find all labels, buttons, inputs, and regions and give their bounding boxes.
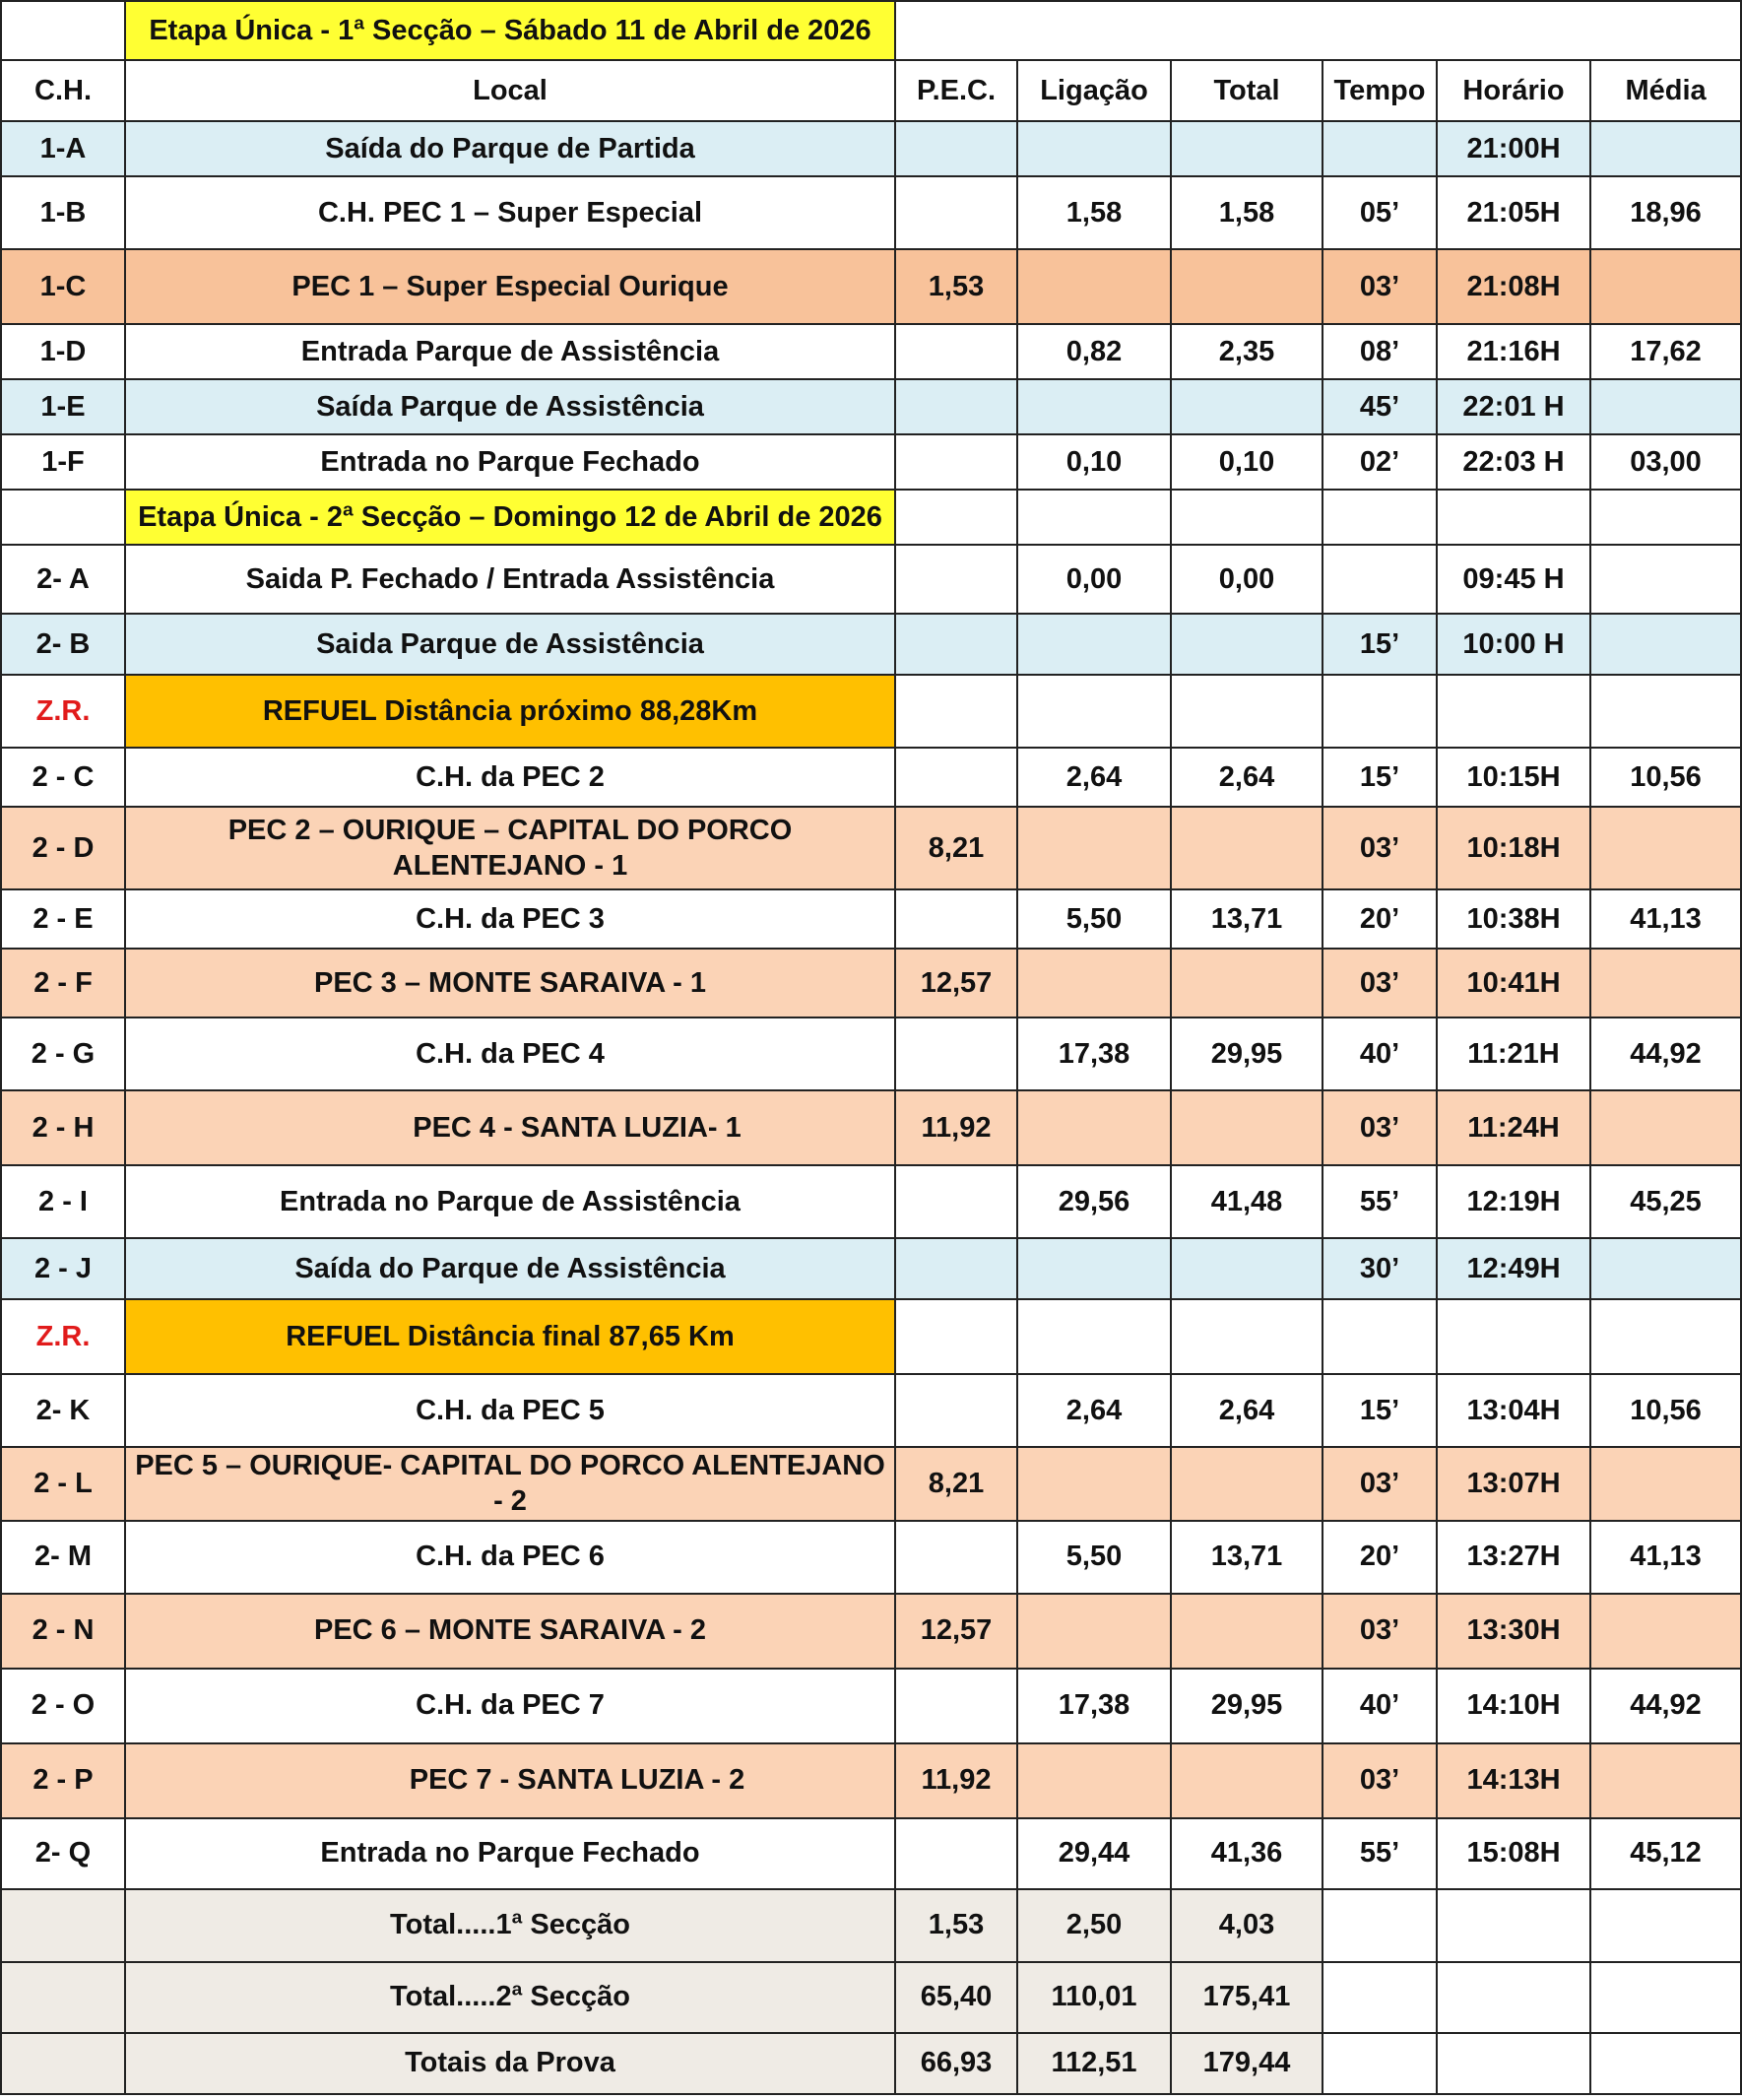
cell-horario: 10:18H (1437, 807, 1590, 889)
cell-tempo: 08’ (1323, 324, 1437, 379)
cell-pec: 1,53 (895, 249, 1017, 324)
cell-horario: 21:16H (1437, 324, 1590, 379)
cell-horario: 11:21H (1437, 1017, 1590, 1090)
cell-local: C.H. PEC 1 – Super Especial (125, 176, 895, 249)
header-media: Média (1590, 60, 1741, 121)
table-row (1, 1669, 1741, 1743)
cell-media: 44,92 (1590, 1669, 1741, 1743)
cell-horario: 21:08H (1437, 249, 1590, 324)
cell-pec (895, 121, 1017, 176)
header-pec: P.E.C. (895, 60, 1017, 121)
table-row (1, 249, 1741, 324)
table-row (1, 1743, 1741, 1818)
cell-total (1171, 1594, 1323, 1669)
cell-total (1171, 1238, 1323, 1299)
header-horario: Horário (1437, 60, 1590, 121)
totals-ligacao: 2,50 (1017, 1889, 1171, 1962)
cell-tempo: 03’ (1323, 249, 1437, 324)
header-local: Local (125, 60, 895, 121)
cell-total: 2,64 (1171, 748, 1323, 807)
cell-pec: 8,21 (895, 807, 1017, 889)
cell-media (1590, 249, 1741, 324)
cell-total: 2,35 (1171, 324, 1323, 379)
cell-local: Saída do Parque de Partida (125, 121, 895, 176)
totals-pec: 1,53 (895, 1889, 1017, 1962)
cell-total (1171, 121, 1323, 176)
cell-horario: 13:30H (1437, 1594, 1590, 1669)
cell-ligacao (1017, 807, 1171, 889)
cell-local: Saída Parque de Assistência (125, 379, 895, 434)
totals-row (1, 2033, 1741, 2094)
cell-total (1171, 379, 1323, 434)
cell-local: Saida Parque de Assistência (125, 614, 895, 675)
table-row (1, 807, 1741, 889)
table-row (1, 434, 1741, 490)
cell-ligacao (1017, 1594, 1171, 1669)
cell-ch: 2 - I (1, 1165, 125, 1238)
cell-media (1590, 1743, 1741, 1818)
cell-media: 17,62 (1590, 324, 1741, 379)
cell-total (1171, 249, 1323, 324)
table-row (1, 748, 1741, 807)
cell-tempo: 02’ (1323, 434, 1437, 490)
cell-total: 41,36 (1171, 1818, 1323, 1889)
refuel-row (1, 675, 1741, 748)
cell-blank (1437, 1889, 1590, 1962)
totals-label: Total.....1ª Secção (125, 1889, 895, 1962)
cell-ligacao: 0,10 (1017, 434, 1171, 490)
cell-ligacao: 5,50 (1017, 889, 1171, 949)
cell-local: Saida P. Fechado / Entrada Assistência (125, 545, 895, 614)
cell-ch: 2- A (1, 545, 125, 614)
cell-total (1171, 614, 1323, 675)
cell-ligacao: 0,00 (1017, 545, 1171, 614)
cell-pec (895, 434, 1017, 490)
cell-horario: 21:00H (1437, 121, 1590, 176)
cell-local: C.H. da PEC 4 (125, 1017, 895, 1090)
table-row (1, 324, 1741, 379)
table-row (1, 176, 1741, 249)
cell-total: 29,95 (1171, 1017, 1323, 1090)
cell-total (1171, 1447, 1323, 1521)
cell-media: 41,13 (1590, 889, 1741, 949)
cell-ch: 2 - P (1, 1743, 125, 1818)
cell-tempo: 05’ (1323, 176, 1437, 249)
cell-local: Entrada Parque de Assistência (125, 324, 895, 379)
cell-ligacao: 1,58 (1017, 176, 1171, 249)
cell-tempo: 15’ (1323, 748, 1437, 807)
cell-ligacao (1017, 1238, 1171, 1299)
cell-ch: 2- B (1, 614, 125, 675)
cell-tempo: 55’ (1323, 1165, 1437, 1238)
refuel-row (1, 1299, 1741, 1374)
cell-ligacao (1017, 249, 1171, 324)
cell-ligacao: 2,64 (1017, 748, 1171, 807)
cell-pec (895, 1669, 1017, 1743)
cell-local: C.H. da PEC 7 (125, 1669, 895, 1743)
cell-horario: 14:13H (1437, 1743, 1590, 1818)
cell-tempo: 03’ (1323, 1594, 1437, 1669)
totals-pec: 66,93 (895, 2033, 1017, 2094)
cell-pec (895, 1017, 1017, 1090)
cell-total: 1,58 (1171, 176, 1323, 249)
cell-ch: 2- M (1, 1521, 125, 1594)
cell-blank (1590, 1889, 1741, 1962)
cell-ligacao: 0,82 (1017, 324, 1171, 379)
cell-total: 2,64 (1171, 1374, 1323, 1447)
totals-ligacao: 112,51 (1017, 2033, 1171, 2094)
header-ligacao: Ligação (1017, 60, 1171, 121)
totals-total: 179,44 (1171, 2033, 1323, 2094)
cell-horario: 22:03 H (1437, 434, 1590, 490)
cell-pec: 11,92 (895, 1743, 1017, 1818)
cell-horario: 10:15H (1437, 748, 1590, 807)
section2-title: Etapa Única - 2ª Secção – Domingo 12 de Abril de 2026 (125, 490, 895, 545)
cell-tempo: 40’ (1323, 1669, 1437, 1743)
cell-horario: 21:05H (1437, 176, 1590, 249)
cell-ch: 2 - N (1, 1594, 125, 1669)
cell-blank (1, 1962, 125, 2033)
totals-total: 175,41 (1171, 1962, 1323, 2033)
totals-pec: 65,40 (895, 1962, 1017, 2033)
cell-tempo: 03’ (1323, 1743, 1437, 1818)
cell-ligacao: 5,50 (1017, 1521, 1171, 1594)
cell-local: Entrada no Parque de Assistência (125, 1165, 895, 1238)
cell-tempo: 20’ (1323, 1521, 1437, 1594)
cell-pec (895, 1818, 1017, 1889)
table-row (1, 1165, 1741, 1238)
cell-blank (1, 2033, 125, 2094)
cell-local: C.H. da PEC 5 (125, 1374, 895, 1447)
cell-tempo: 15’ (1323, 614, 1437, 675)
cell-media: 44,92 (1590, 1017, 1741, 1090)
cell-blank (1437, 2033, 1590, 2094)
cell-pec (895, 324, 1017, 379)
cell-media (1590, 545, 1741, 614)
cell-ligacao (1017, 1090, 1171, 1165)
cell-ch: 2 - O (1, 1669, 125, 1743)
cell-horario: 15:08H (1437, 1818, 1590, 1889)
refuel-ch: Z.R. (1, 675, 125, 748)
cell-blank (1, 1889, 125, 1962)
section1-title: Etapa Única - 1ª Secção – Sábado 11 de Abril de 2026 (125, 1, 895, 60)
cell-ligacao: 2,64 (1017, 1374, 1171, 1447)
cell-media: 03,00 (1590, 434, 1741, 490)
cell-media: 45,25 (1590, 1165, 1741, 1238)
table-row (1, 614, 1741, 675)
cell-horario: 10:00 H (1437, 614, 1590, 675)
cell-ch: 1-F (1, 434, 125, 490)
cell-tempo: 40’ (1323, 1017, 1437, 1090)
cell-media (1590, 614, 1741, 675)
refuel-ch: Z.R. (1, 1299, 125, 1374)
header-ch: C.H. (1, 60, 125, 121)
cell-ligacao (1017, 121, 1171, 176)
cell-local: PEC 3 – MONTE SARAIVA - 1 (125, 949, 895, 1017)
table-row (1, 1238, 1741, 1299)
table-row (1, 949, 1741, 1017)
cell-ligacao (1017, 379, 1171, 434)
table-row (1, 379, 1741, 434)
cell-ligacao (1017, 1743, 1171, 1818)
cell-ch: 2 - F (1, 949, 125, 1017)
table-row (1, 1374, 1741, 1447)
cell-total (1171, 949, 1323, 1017)
cell-total: 13,71 (1171, 1521, 1323, 1594)
cell-total: 0,10 (1171, 434, 1323, 490)
cell-media (1590, 1447, 1741, 1521)
table-row (1, 1017, 1741, 1090)
cell-tempo (1323, 545, 1437, 614)
table-row (1, 1090, 1741, 1165)
cell-ch: 1-A (1, 121, 125, 176)
cell-tempo: 30’ (1323, 1238, 1437, 1299)
cell-pec (895, 379, 1017, 434)
cell-local: C.H. da PEC 6 (125, 1521, 895, 1594)
cell-total: 29,95 (1171, 1669, 1323, 1743)
cell-ch: 2 - L (1, 1447, 125, 1521)
table-row (1, 889, 1741, 949)
section1-title-row (1, 1, 1741, 60)
cell-ch: 2 - D (1, 807, 125, 889)
cell-horario: 10:41H (1437, 949, 1590, 1017)
table-row (1, 1594, 1741, 1669)
cell-local: PEC 7 - SANTA LUZIA - 2 (125, 1743, 895, 1818)
cell-tempo: 03’ (1323, 1090, 1437, 1165)
cell-media (1590, 1090, 1741, 1165)
refuel-label: REFUEL Distância próximo 88,28Km (125, 675, 895, 748)
cell-blank (1323, 1962, 1437, 2033)
cell-pec (895, 748, 1017, 807)
cell-media: 10,56 (1590, 1374, 1741, 1447)
cell-pec (895, 176, 1017, 249)
cell-local: Saída do Parque de Assistência (125, 1238, 895, 1299)
cell-horario: 12:19H (1437, 1165, 1590, 1238)
cell-horario: 12:49H (1437, 1238, 1590, 1299)
cell-tempo: 03’ (1323, 949, 1437, 1017)
cell-pec (895, 1165, 1017, 1238)
cell-ligacao: 17,38 (1017, 1669, 1171, 1743)
cell-media (1590, 807, 1741, 889)
totals-row (1, 1889, 1741, 1962)
cell-ligacao (1017, 1447, 1171, 1521)
cell-total: 0,00 (1171, 545, 1323, 614)
cell-media (1590, 949, 1741, 1017)
cell-horario: 14:10H (1437, 1669, 1590, 1743)
cell-tempo (1323, 121, 1437, 176)
cell-media (1590, 121, 1741, 176)
cell-media: 45,12 (1590, 1818, 1741, 1889)
cell-ch: 2 - G (1, 1017, 125, 1090)
cell-ch: 2- Q (1, 1818, 125, 1889)
cell-local: C.H. da PEC 2 (125, 748, 895, 807)
cell-ch: 2 - J (1, 1238, 125, 1299)
cell-total (1171, 1743, 1323, 1818)
cell-pec: 12,57 (895, 1594, 1017, 1669)
cell-ch: 2 - H (1, 1090, 125, 1165)
totals-label: Total.....2ª Secção (125, 1962, 895, 2033)
totals-total: 4,03 (1171, 1889, 1323, 1962)
cell-pec: 11,92 (895, 1090, 1017, 1165)
cell-total (1171, 807, 1323, 889)
cell-blank (1590, 1962, 1741, 2033)
cell-media: 18,96 (1590, 176, 1741, 249)
totals-label: Totais da Prova (125, 2033, 895, 2094)
cell-local: Entrada no Parque Fechado (125, 434, 895, 490)
header-tempo: Tempo (1323, 60, 1437, 121)
cell-pec (895, 545, 1017, 614)
cell-tempo: 03’ (1323, 1447, 1437, 1521)
cell-pec (895, 614, 1017, 675)
cell-ch: 1-E (1, 379, 125, 434)
cell-media (1590, 1238, 1741, 1299)
cell-ligacao (1017, 949, 1171, 1017)
cell-total (1171, 1090, 1323, 1165)
cell-local: PEC 2 – OURIQUE – CAPITAL DO PORCO ALENTEJANO - 1 (125, 807, 895, 889)
cell-tempo: 03’ (1323, 807, 1437, 889)
cell-horario: 22:01 H (1437, 379, 1590, 434)
cell-tempo: 55’ (1323, 1818, 1437, 1889)
cell-ligacao: 29,44 (1017, 1818, 1171, 1889)
table-row (1, 1521, 1741, 1594)
totals-row (1, 1962, 1741, 2033)
refuel-label: REFUEL Distância final 87,65 Km (125, 1299, 895, 1374)
cell-pec (895, 1238, 1017, 1299)
cell-ligacao: 29,56 (1017, 1165, 1171, 1238)
cell-ch: 1-D (1, 324, 125, 379)
cell-local: PEC 1 – Super Especial Ourique (125, 249, 895, 324)
cell-horario: 11:24H (1437, 1090, 1590, 1165)
cell-blank (1590, 2033, 1741, 2094)
cell-local: PEC 5 – OURIQUE- CAPITAL DO PORCO ALENTEJANO - 2 (125, 1447, 895, 1521)
cell-pec: 12,57 (895, 949, 1017, 1017)
cell-total: 13,71 (1171, 889, 1323, 949)
cell-blank (1323, 1889, 1437, 1962)
header-row (1, 60, 1741, 121)
table-row (1, 545, 1741, 614)
cell-pec (895, 889, 1017, 949)
cell-tempo: 20’ (1323, 889, 1437, 949)
cell-ligacao (1017, 614, 1171, 675)
cell-media (1590, 1594, 1741, 1669)
cell-blank (1323, 2033, 1437, 2094)
cell-ch: 2 - C (1, 748, 125, 807)
cell-media: 10,56 (1590, 748, 1741, 807)
cell-pec (895, 1521, 1017, 1594)
cell-local: Entrada no Parque Fechado (125, 1818, 895, 1889)
cell-horario: 13:07H (1437, 1447, 1590, 1521)
cell-horario: 10:38H (1437, 889, 1590, 949)
cell-local: PEC 6 – MONTE SARAIVA - 2 (125, 1594, 895, 1669)
cell-ch: 1-C (1, 249, 125, 324)
cell-pec: 8,21 (895, 1447, 1017, 1521)
section2-title-row (1, 490, 1741, 545)
cell-media (1590, 379, 1741, 434)
cell-tempo: 45’ (1323, 379, 1437, 434)
cell-horario: 13:04H (1437, 1374, 1590, 1447)
cell-ch: 1-B (1, 176, 125, 249)
cell-tempo: 15’ (1323, 1374, 1437, 1447)
cell-horario: 13:27H (1437, 1521, 1590, 1594)
cell-media: 41,13 (1590, 1521, 1741, 1594)
table-row (1, 1447, 1741, 1521)
cell-pec (895, 1374, 1017, 1447)
cell-ch: 2 - E (1, 889, 125, 949)
table-row (1, 1818, 1741, 1889)
cell-total: 41,48 (1171, 1165, 1323, 1238)
table-row (1, 121, 1741, 176)
cell-local: C.H. da PEC 3 (125, 889, 895, 949)
cell-horario: 09:45 H (1437, 545, 1590, 614)
cell-ligacao: 17,38 (1017, 1017, 1171, 1090)
cell-local: PEC 4 - SANTA LUZIA- 1 (125, 1090, 895, 1165)
cell-blank (1437, 1962, 1590, 2033)
totals-ligacao: 110,01 (1017, 1962, 1171, 2033)
header-total: Total (1171, 60, 1323, 121)
cell-ch: 2- K (1, 1374, 125, 1447)
